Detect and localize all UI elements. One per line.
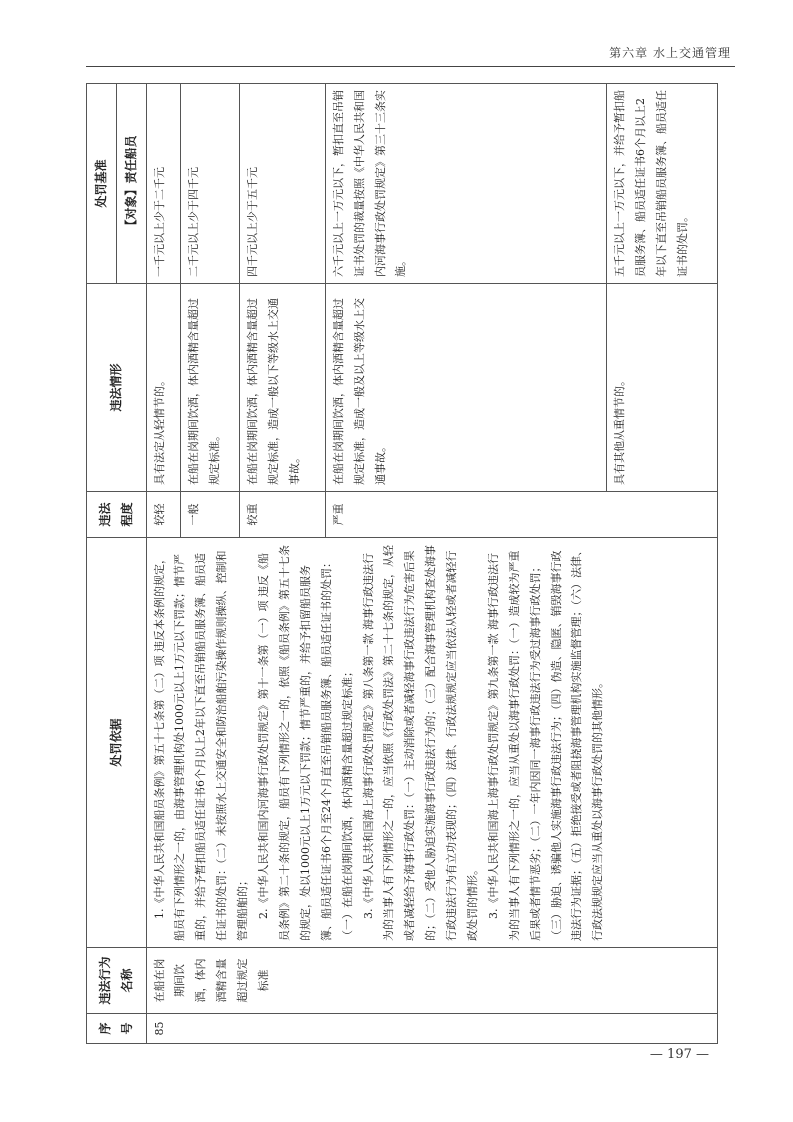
header-name: 违法行为名称 (87, 948, 147, 1014)
table-row (146, 84, 180, 1044)
penalty-table (86, 83, 718, 1044)
cell-name: 在船在岗期间饮酒，体内酒精含量超过规定标准 (146, 948, 717, 1014)
header-basis: 处罚依据 (87, 538, 147, 948)
cell-seq: 85 (146, 1014, 717, 1044)
cell-degree-severe: 严重 (325, 492, 717, 538)
header-seq: 序号 (87, 1014, 147, 1044)
cell-degree-serious: 较重 (240, 492, 325, 538)
rotated-table-container (86, 84, 718, 1044)
cell-standard-severe-2: 五千元以上一万元以下，并给予暂扣船员服务簿、船员适任证书6个月以上2年以下直至吊销船员服务簿、船员适任证书的处罚。 (607, 84, 718, 284)
cell-situation-severe-2: 具有其他从重情节的。 (607, 284, 718, 492)
header-rule (86, 66, 735, 67)
header-situation: 违法情形 (87, 284, 147, 492)
basis-paragraph: 3.《中华人民共和国海上海事行政处罚规定》第八条第一款 海事行政违法行为的当事人有下列情形之一的，应当依照《行政处罚法》第二十七条的规定，从轻或者减轻给予海事行政处罚：（一）主动消除或者减轻海事行政违法行为危害后果的；（二）受他人胁迫实施海事行政违法行为的；（三）配合海事管理机构查处海事行政违法行为有立功表现的；（四）法律、行政法规规定应当依法从轻或者减轻行政处罚的情形。 (361, 545, 479, 941)
basis-paragraph: 2.《中华人民共和国内河海事行政处罚规定》第十一条第（一）项 违反《船员条例》第二十条的规定，船员有下列情形之一的，依照《船员条例》第五十七条的规定，处以1000元以上1万元以下罚款；情节严重的，并给予扣留船员服务簿、船员适任证书6个月至24个月直至吊销船员服务簿、船员适任证书的处罚：（一）在船在岗期间饮酒，体内酒精含量超过规定标准； (257, 545, 354, 941)
table-header-row (87, 84, 117, 1044)
cell-situation-severe-1: 在船在岗期间饮酒，体内酒精含量超过规定标准，造成一般及以上等级水上交通事故。 (325, 284, 606, 492)
header-degree: 违法程度 (87, 492, 147, 538)
cell-standard-severe-1: 六千元以上一万元以下，暂扣直至吊销证书处罚的裁量按照《中华人民共和国内河海事行政处罚规定》第三十三条实施。 (325, 84, 606, 284)
basis-paragraph: 3.《中华人民共和国海上海事行政处罚规定》第九条第一款 海事行政违法行为的当事人有下列情形之一的，应当从重处以海事行政处罚：（一）造成较为严重后果或者情节恶劣；（二）一年内因同一海事行政违法行为受过海事行政处罚；（三）胁迫、诱骗他人实施海事行政违法行为；（四）伪造、隐匿、销毁海事行政违法行为证据；（五）拒绝接受或者阻挠海事管理机构实施监督管理；（六）法律、行政法规规定应当从重处以海事行政处罚的其他情形。 (486, 545, 605, 941)
cell-situation-serious: 在船在岗期间饮酒，体内酒精含量超过规定标准，造成一般以下等级水上交通事故。 (240, 284, 325, 492)
page-number: — 197 — (649, 1047, 709, 1062)
chapter-header: 第六章 水上交通管理 (609, 46, 731, 60)
cell-standard-light: 一千元以上少于二千元 (146, 84, 180, 284)
cell-standard-general: 二千元以上少于四千元 (180, 84, 240, 284)
header-standard: 处罚基准 (87, 84, 117, 284)
cell-degree-light: 较轻 (146, 492, 180, 538)
cell-basis (146, 538, 717, 948)
cell-situation-light: 具有法定从轻情节的。 (146, 284, 180, 492)
cell-degree-general: 一般 (180, 492, 240, 538)
cell-standard-serious: 四千元以上少于五千元 (240, 84, 325, 284)
header-standard-object: 【对象】责任船员 (116, 84, 146, 284)
basis-paragraph: 1.《中华人民共和国船员条例》第五十七条第（二）项 违反本条例的规定，船员有下列情形之一的，由海事管理机构处1000元以上1万元以下罚款；情节严重的，并给予暂扣船员适任证书6个月以上2年以下直至吊销船员服务簿、船员适任证书的处罚：（二）未按照水上交通安全和防治船舶污染操作规则操纵、控制和管理船舶的； (152, 550, 250, 941)
cell-situation-general: 在船在岗期间饮酒，体内酒精含量超过规定标准。 (180, 284, 240, 492)
